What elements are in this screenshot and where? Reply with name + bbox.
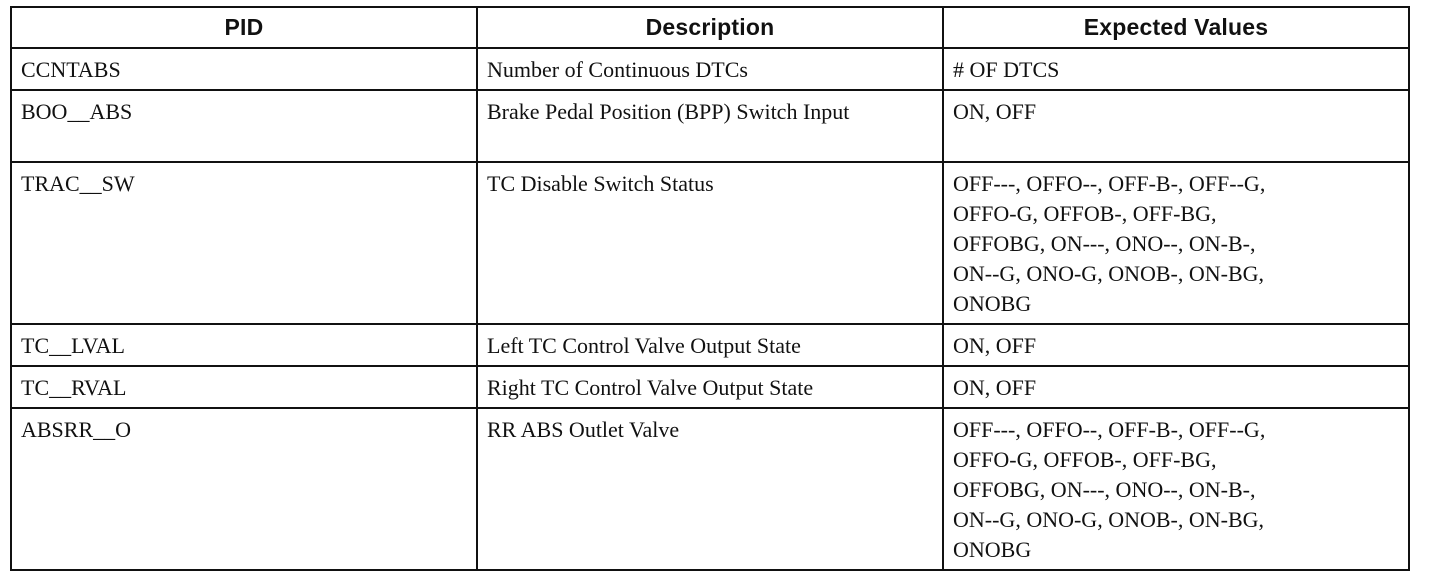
description-cell: TC Disable Switch Status bbox=[477, 162, 943, 324]
description-cell: Number of Continuous DTCs bbox=[477, 48, 943, 90]
pid-cell: BOO__ABS bbox=[11, 90, 477, 162]
expected-value-line: ONOBG bbox=[953, 291, 1032, 316]
expected-values-cell bbox=[943, 90, 1409, 162]
table-row bbox=[11, 90, 1409, 162]
expected-value-line: OFF---, OFFO--, OFF-B-, OFF--G, bbox=[953, 417, 1266, 442]
expected-values-cell bbox=[943, 48, 1409, 90]
header-description: Description bbox=[477, 7, 943, 48]
table-row bbox=[11, 366, 1409, 408]
expected-value-line: OFFOBG, ON---, ONO--, ON-B-, bbox=[953, 477, 1256, 502]
expected-value-line: ONOBG bbox=[953, 537, 1032, 562]
expected-value-line: ON, OFF bbox=[953, 99, 1037, 124]
header-expected-values: Expected Values bbox=[943, 7, 1409, 48]
expected-values-cell bbox=[943, 324, 1409, 366]
expected-value-line: ON--G, ONO-G, ONOB-, ON-BG, bbox=[953, 507, 1265, 532]
expected-values-cell bbox=[943, 162, 1409, 324]
expected-values-cell bbox=[943, 408, 1409, 570]
header-pid: PID bbox=[11, 7, 477, 48]
table-row bbox=[11, 162, 1409, 324]
table-row bbox=[11, 408, 1409, 570]
pid-cell: TC__LVAL bbox=[11, 324, 477, 366]
expected-values-cell bbox=[943, 366, 1409, 408]
pid-cell: CCNTABS bbox=[11, 48, 477, 90]
description-cell: Right TC Control Valve Output State bbox=[477, 366, 943, 408]
table-body bbox=[11, 48, 1409, 570]
description-cell: Left TC Control Valve Output State bbox=[477, 324, 943, 366]
expected-value-line: ON--G, ONO-G, ONOB-, ON-BG, bbox=[953, 261, 1265, 286]
table-row bbox=[11, 324, 1409, 366]
pid-table bbox=[10, 6, 1410, 571]
pid-cell: ABSRR__O bbox=[11, 408, 477, 570]
description-cell: Brake Pedal Position (BPP) Switch Input bbox=[477, 90, 943, 162]
expected-value-line: OFFO-G, OFFOB-, OFF-BG, bbox=[953, 447, 1217, 472]
header-row bbox=[11, 7, 1409, 48]
description-cell: RR ABS Outlet Valve bbox=[477, 408, 943, 570]
expected-value-line: OFFO-G, OFFOB-, OFF-BG, bbox=[953, 201, 1217, 226]
pid-cell: TC__RVAL bbox=[11, 366, 477, 408]
pid-cell: TRAC__SW bbox=[11, 162, 477, 324]
expected-value-line: OFF---, OFFO--, OFF-B-, OFF--G, bbox=[953, 171, 1266, 196]
expected-value-line: # OF DTCS bbox=[953, 57, 1060, 82]
expected-value-line: ON, OFF bbox=[953, 375, 1037, 400]
expected-value-line: ON, OFF bbox=[953, 333, 1037, 358]
table-row bbox=[11, 48, 1409, 90]
expected-value-line: OFFOBG, ON---, ONO--, ON-B-, bbox=[953, 231, 1256, 256]
table-header bbox=[11, 7, 1409, 48]
